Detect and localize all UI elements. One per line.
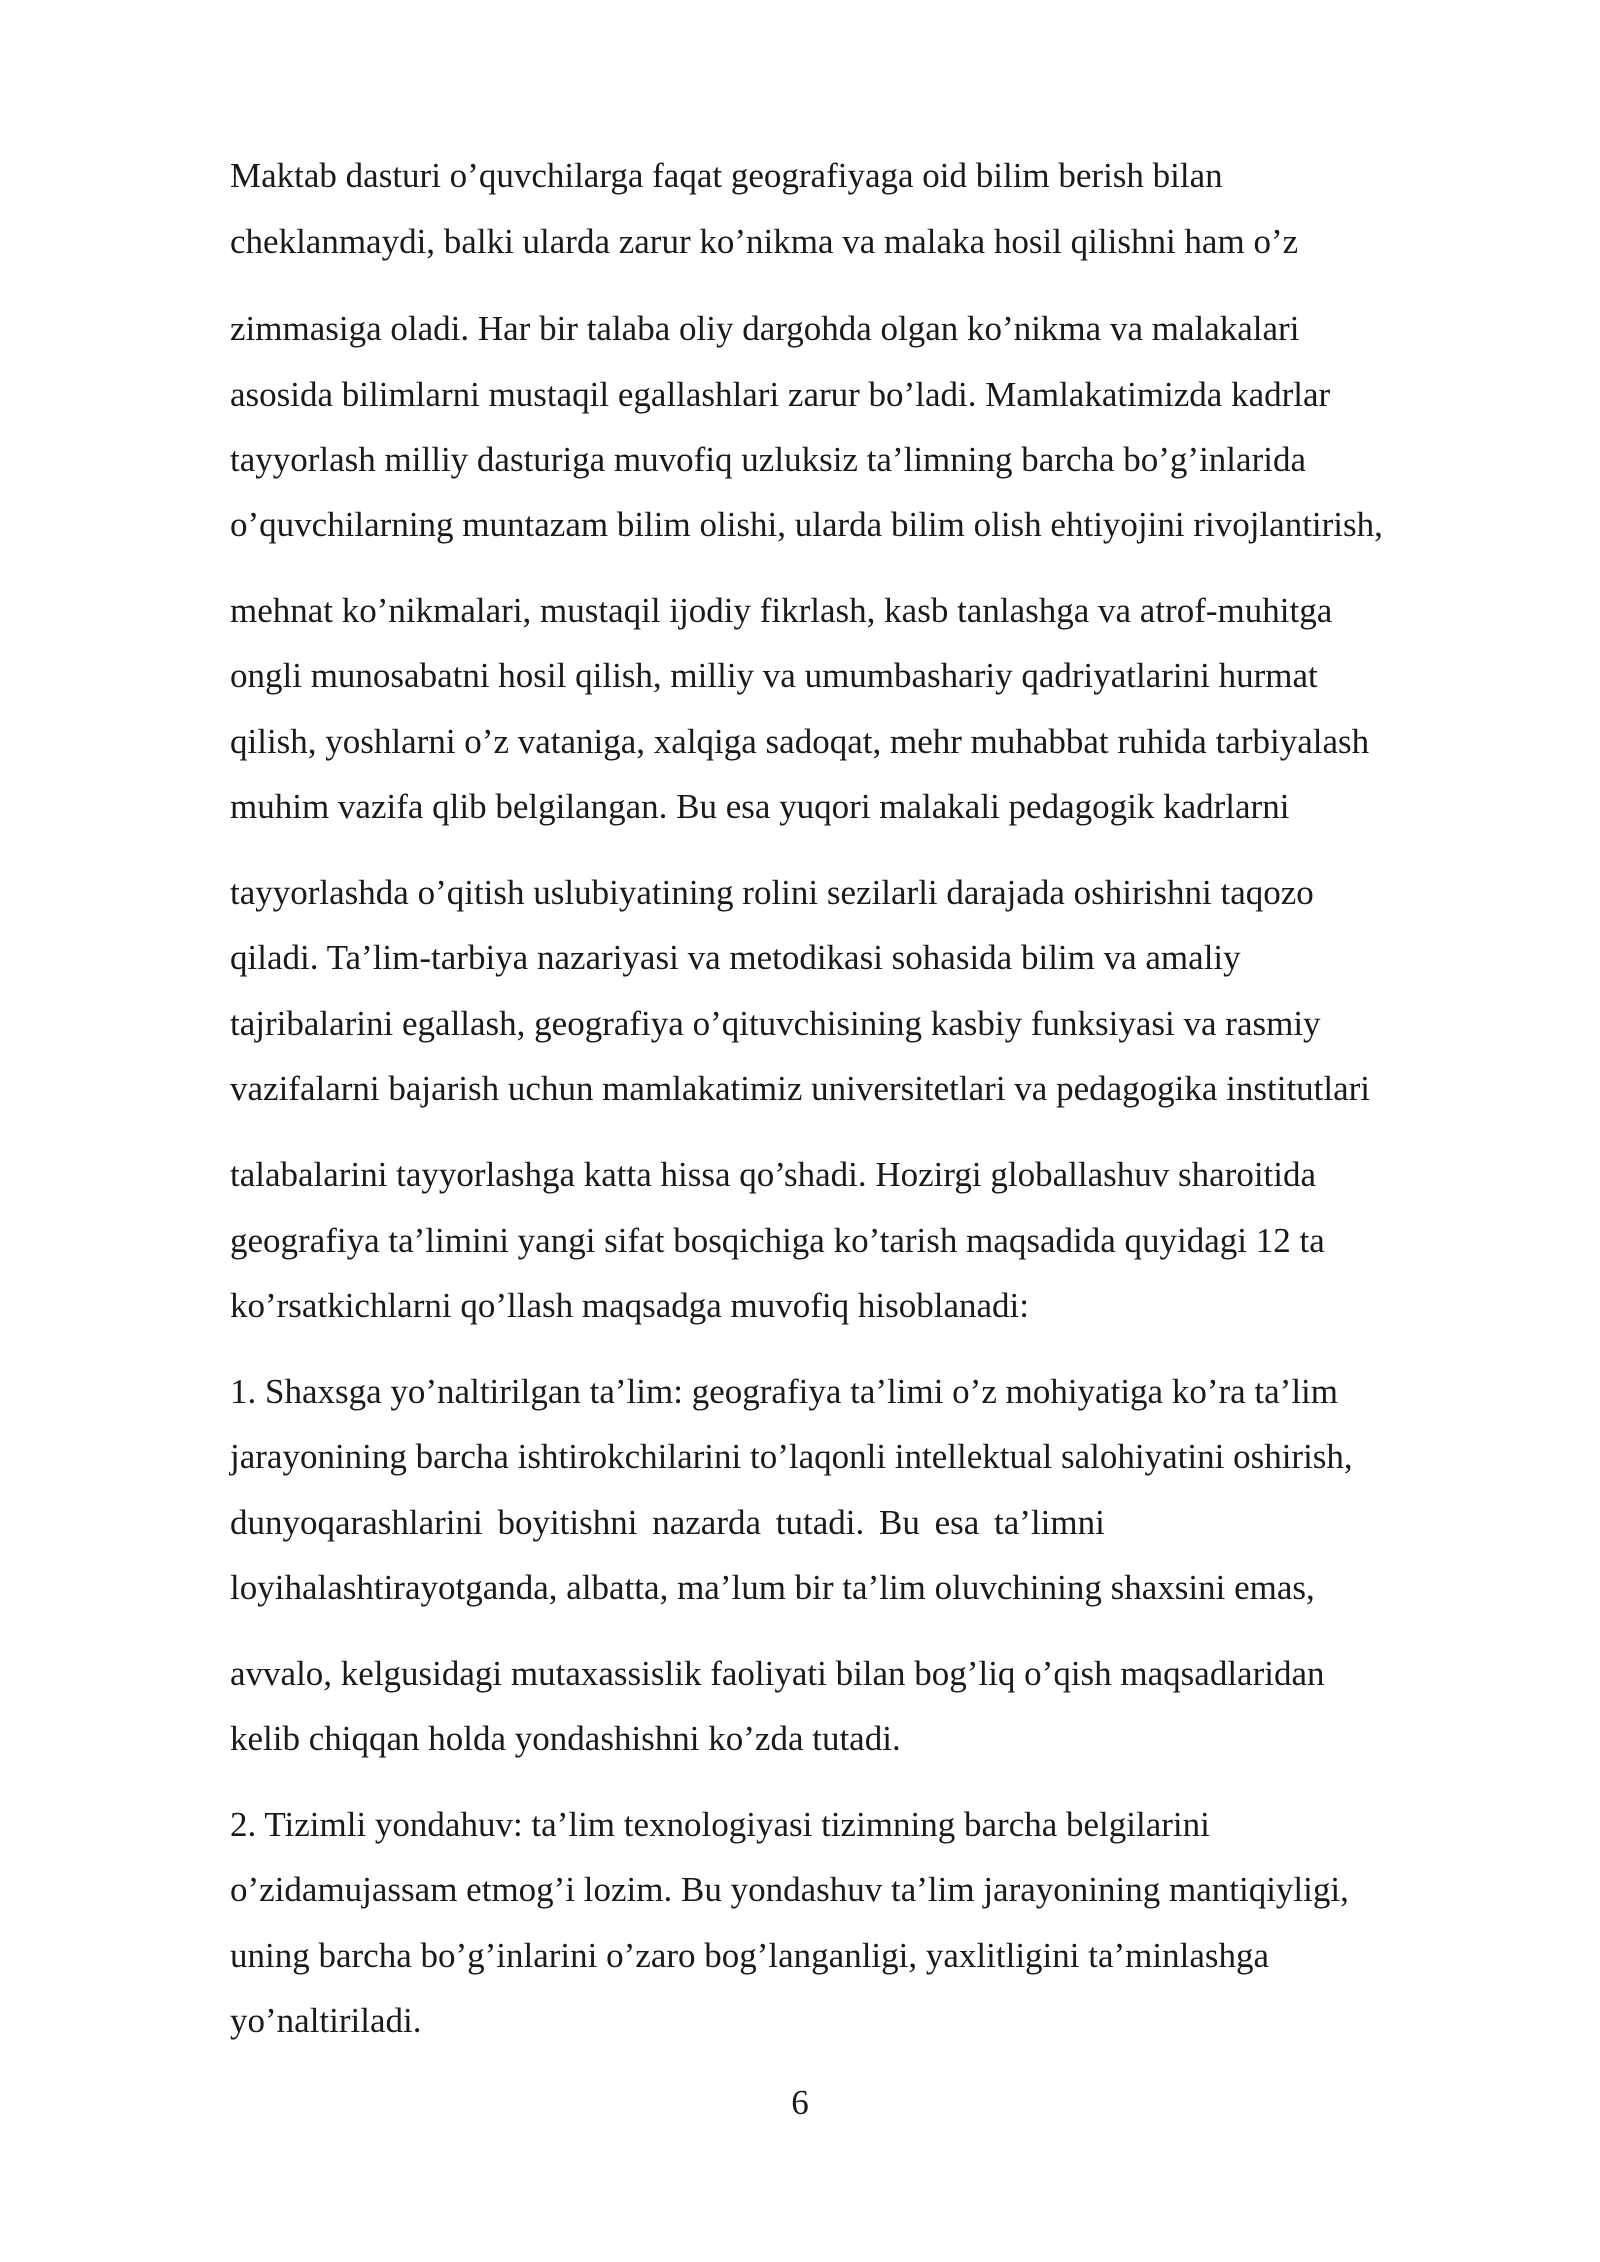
text-line: geografiya ta’limini yangi sifat bosqichiga ko’tarish maqsadida quyidagi 12 ta: [230, 1221, 1325, 1260]
text-line: zimmasiga oladi. Har bir talaba oliy dargohda olgan ko’nikma va malakalari: [230, 309, 1300, 348]
text-line: dunyoqarashlarini boyitishni nazarda tutadi. Bu esa ta’limni: [230, 1503, 1105, 1542]
text-line: mehnat ko’nikmalari, mustaqil ijodiy fikrlash, kasb tanlashga va atrof-muhitga: [230, 591, 1333, 630]
text-line: muhim vazifa qlib belgilangan. Bu esa yuqori malakali pedagogik kadrlarni: [230, 787, 1290, 826]
page-number: 6: [791, 2083, 809, 2122]
text-line: uning barcha bo’g’inlarini o’zaro bog’langanligi, yaxlitligini ta’minlashga: [230, 1936, 1270, 1975]
text-line: o’quvchilarning muntazam bilim olishi, ularda bilim olish ehtiyojini rivojlantirish,: [230, 505, 1383, 544]
text-line: 2. Tizimli yondahuv: ta’lim texnologiyasi tizimning barcha belgilarini: [230, 1805, 1210, 1844]
text-line: o’zidamujassam etmog’i lozim. Bu yondashuv ta’lim jarayonining mantiqiyligi,: [230, 1870, 1349, 1909]
text-line: ongli munosabatni hosil qilish, milliy va umumbashariy qadriyatlarini hurmat: [230, 656, 1318, 695]
text-line: cheklanmaydi, balki ularda zarur ko’nikma va malaka hosil qilishni ham o’z: [230, 222, 1299, 261]
text-line: tayyorlash milliy dasturiga muvofiq uzluksiz ta’limning barcha bo’g’inlarida: [230, 440, 1306, 479]
text-line: 1. Shaxsga yo’naltirilgan ta’lim: geografiya ta’limi o’z mohiyatiga ko’ra ta’lim: [230, 1372, 1339, 1411]
text-line: loyihalashtirayotganda, albatta, ma’lum bir ta’lim oluvchining shaxsini emas,: [230, 1568, 1315, 1607]
text-line: vazifalarni bajarish uchun mamlakatimiz universitetlari va pedagogika institutlari: [230, 1069, 1371, 1108]
text-line: yo’naltiriladi.: [230, 2001, 422, 2040]
text-line: avvalo, kelgusidagi mutaxassislik faoliyati bilan bog’liq o’qish maqsadlaridan: [230, 1654, 1325, 1693]
text-line: asosida bilimlarni mustaqil egallashlari zarur bo’ladi. Mamlakatimizda kadrlar: [230, 375, 1331, 414]
text-line: kelib chiqqan holda yondashishni ko’zda tutadi.: [230, 1719, 901, 1758]
text-line: talabalarini tayyorlashga katta hissa qo’shadi. Hozirgi globallashuv sharoitida: [230, 1155, 1317, 1194]
text-line: qiladi. Ta’lim-tarbiya nazariyasi va metodikasi sohasida bilim va amaliy: [230, 938, 1241, 977]
text-line: ko’rsatkichlarni qo’llash maqsadga muvofiq hisoblanadi:: [230, 1286, 1029, 1325]
text-line: tajribalarini egallash, geografiya o’qituvchisining kasbiy funksiyasi va rasmiy: [230, 1004, 1321, 1043]
text-line: Maktab dasturi o’quvchilarga faqat geografiyaga oid bilim berish bilan: [230, 156, 1223, 195]
text-line: qilish, yoshlarni o’z vataniga, xalqiga sadoqat, mehr muhabbat ruhida tarbiyalash: [230, 722, 1370, 761]
text-line: tayyorlashda o’qitish uslubiyatining rolini sezilarli darajada oshirishni taqozo: [230, 873, 1314, 912]
text-line: jarayonining barcha ishtirokchilarini to’laqonli intellektual salohiyatini oshirish,: [230, 1437, 1353, 1476]
